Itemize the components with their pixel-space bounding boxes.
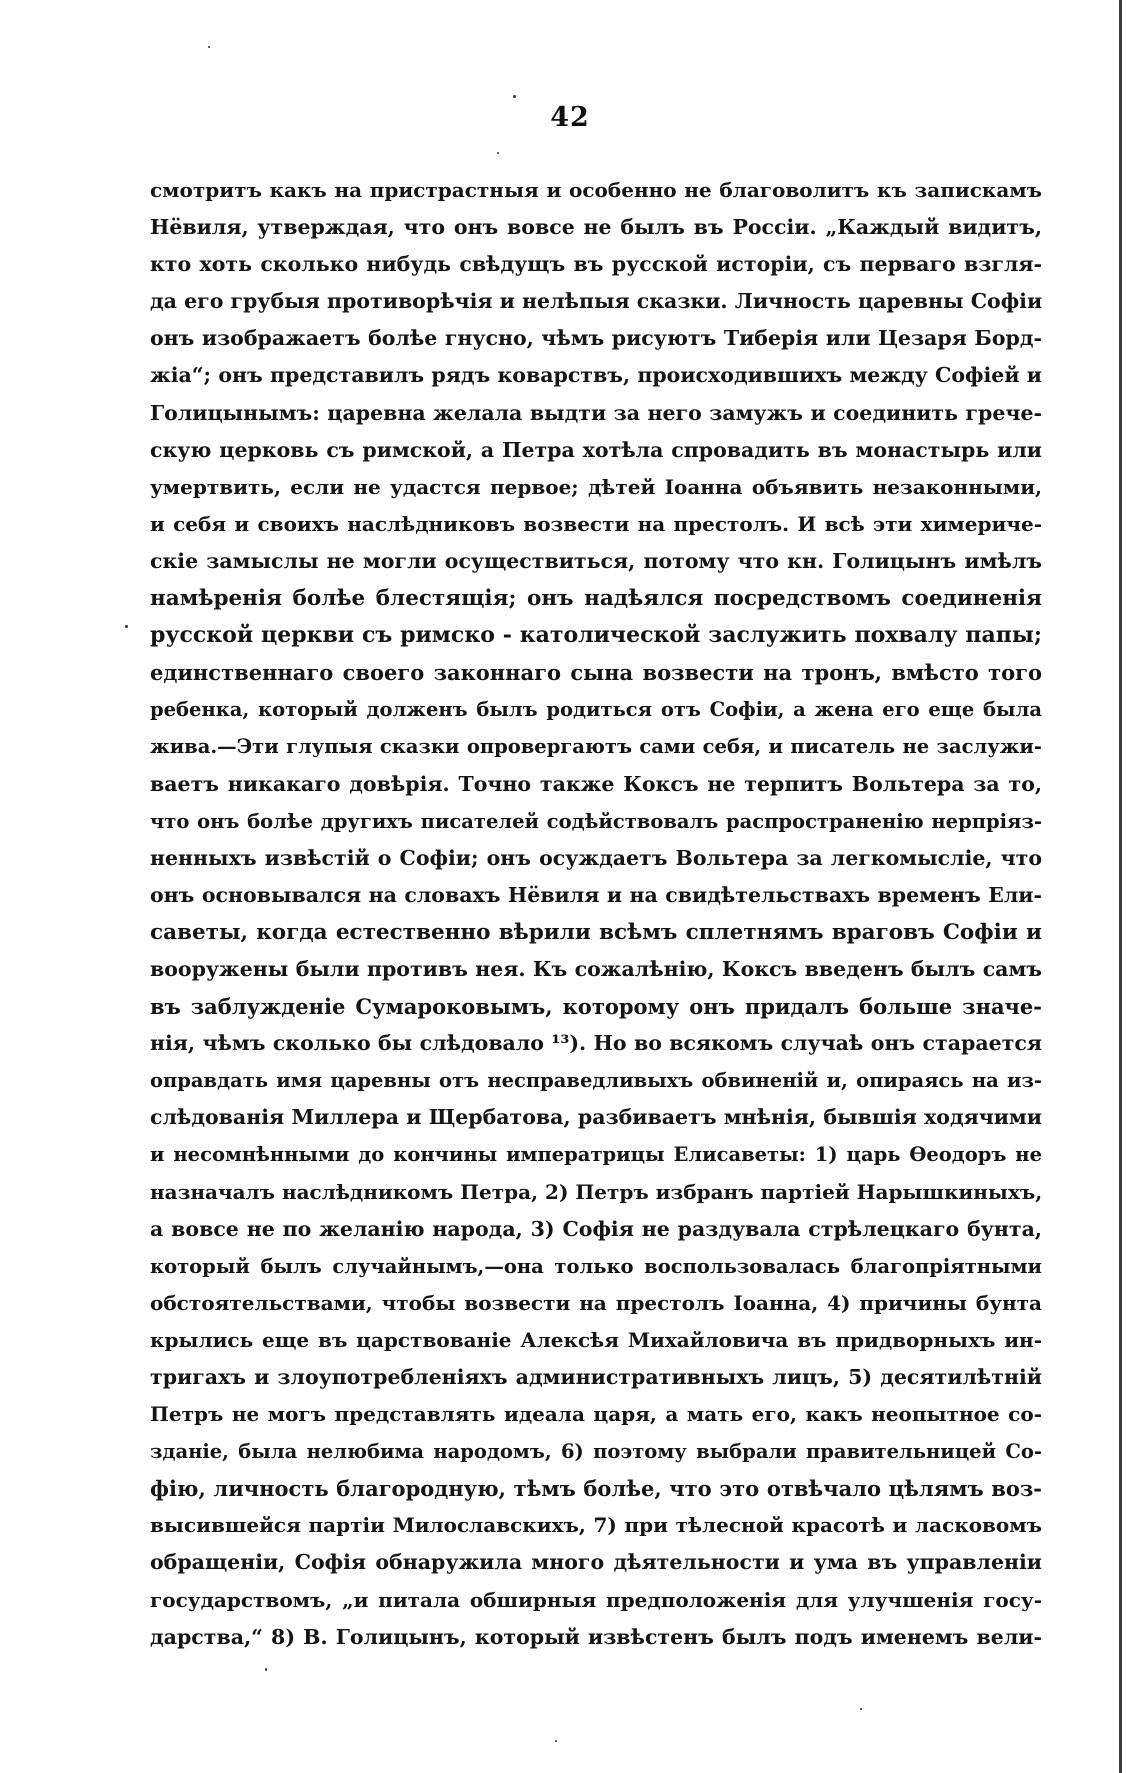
text-line: слѣдованія Миллера и Щербатова, разбиваетъ мнѣнія, бывшія ходячими — [150, 1105, 1042, 1130]
text-line: смотритъ какъ на пристрастныя и особенно не благоволитъ къ запискамъ — [150, 178, 1042, 202]
scan-speck — [208, 46, 210, 48]
text-line: саветы, когда естественно вѣрили всѣмъ сплетнямъ враговъ Софіи и — [150, 919, 1042, 945]
text-line: единственнаго своего законнаго сына возвести на тронъ, вмѣсто того — [150, 660, 1042, 686]
text-line: онъ изображаетъ болѣе гнусно, чѣмъ рисуютъ Тиберія или Цезаря Борд- — [150, 326, 1042, 351]
text-line: нія, чѣмъ сколько бы слѣдовало ¹³). Но во всякомъ случаѣ онъ старается — [150, 1031, 1042, 1056]
text-line: жіа“; онъ представилъ рядъ коварствъ, происходившихъ между Софіей и — [150, 363, 1042, 388]
scan-speck — [513, 95, 516, 98]
body-text — [150, 172, 1042, 1656]
text-line: обращеніи, Софія обнаружила много дѣятельности и ума въ управленіи — [150, 1550, 1042, 1575]
text-line: а вовсе не по желанію народа, 3) Софія не раздувала стрѣлецкаго бунта, — [150, 1216, 1042, 1241]
text-line: оправдать имя царевны отъ несправедливыхъ обвиненій и, опираясь на из- — [150, 1069, 1042, 1093]
text-line: что онъ болѣе другихъ писателей содѣйствовалъ распространенію неpпріяз- — [150, 809, 1042, 833]
text-line: и себя и своихъ наслѣдниковъ возвести на престолъ. И всѣ эти химериче- — [150, 511, 1042, 536]
scan-speck — [860, 1708, 862, 1710]
text-line: и несомнѣнными до кончины императрицы Елисаветы: 1) царь Ѳеодоръ не — [150, 1143, 1042, 1167]
page-edge-shadow — [1119, 0, 1122, 1773]
text-line: въ заблужденіе Сумароковымъ, которому онъ придалъ больше значе- — [150, 994, 1042, 1020]
text-line: дарства,“ 8) В. Голицынъ, который извѣстенъ былъ подъ именемъ вели- — [150, 1624, 1042, 1649]
text-line: жива.—Эти глупыя сказки опровергаютъ сами себя, и писатель не заслужи- — [150, 735, 1042, 759]
text-line: фію, личность благородную, тѣмъ болѣе, что это отвѣчало цѣлямъ воз- — [150, 1476, 1042, 1502]
text-line: скую церковь съ римской, а Петра хотѣла спровадить въ монастырь или — [150, 437, 1042, 462]
text-line: высившейся партіи Милославскихъ, 7) при тѣлесной красотѣ и ласковомъ — [150, 1513, 1042, 1538]
text-line: кто хоть сколько нибудь свѣдущъ въ русской исторіи, съ перваго взгля- — [150, 252, 1042, 277]
text-line: русской церкви съ римско - католической заслужить похвалу папы; — [150, 622, 1042, 649]
text-line: тригахъ и злоупотребленіяхъ административныхъ лицъ, 5) десятилѣтній — [150, 1365, 1042, 1389]
scan-speck — [125, 625, 128, 628]
text-line: ребенка, который долженъ былъ родиться отъ Софіи, а жена его еще была — [150, 698, 1042, 722]
text-line: зданіе, была нелюбима народомъ, 6) поэтому выбрали правительницей Со- — [150, 1440, 1042, 1464]
text-line: Голицынымъ: царевна желала выдти за него замужъ и соединить грече- — [150, 400, 1042, 425]
text-line: Нёвиля, утверждая, что онъ вовсе не былъ въ Россіи. „Каждый видитъ, — [150, 215, 1042, 240]
text-line: Петръ не могъ представлять идеала царя, а мать его, какъ неопытное со- — [150, 1402, 1042, 1427]
text-line: намѣренія болѣе блестящія; онъ надѣялся посредствомъ соединенія — [150, 586, 1042, 612]
text-line: онъ основывался на словахъ Нёвиля и на свидѣтельствахъ временъ Ели- — [150, 882, 1042, 907]
text-line: обстоятельствами, чтобы возвести на престолъ Іоанна, 4) причины бунта — [150, 1290, 1042, 1315]
text-line: вооружены были противъ нея. Къ сожалѣнію, Коксъ введенъ былъ самъ — [150, 956, 1042, 981]
text-line: крылись еще въ царствованіе Алексѣя Михайловича въ придворныхъ ин- — [150, 1327, 1042, 1352]
text-line: да его грубыя противорѣчія и нелѣпыя сказки. Личность царевны Софіи — [150, 289, 1042, 314]
text-line: умертвить, если не удастся первое; дѣтей Іоанна объявить незаконными, — [150, 474, 1042, 499]
scan-speck — [265, 1668, 267, 1671]
text-line: ненныхъ извѣстій о Софіи; онъ осуждаетъ Вольтера за легкомысліе, что — [150, 845, 1042, 870]
scan-speck — [497, 152, 499, 154]
text-line: скіе замыслы не могли осуществиться, потому что кн. Голицынъ имѣлъ — [150, 548, 1042, 573]
text-line: ваетъ никакаго довѣрія. Точно также Коксъ не терпитъ Вольтера за то, — [150, 771, 1042, 796]
scan-speck — [555, 1740, 557, 1742]
text-line: который былъ случайнымъ,—она только воспользовалась благопріятными — [150, 1254, 1042, 1278]
text-line: назначалъ наслѣдникомъ Петра, 2) Петръ избранъ партіей Нарышкиныхъ, — [150, 1179, 1042, 1204]
page-number: 42 — [550, 102, 590, 133]
text-line: государствомъ, „и питала обширныя предположенія для улучшенія госу- — [150, 1587, 1042, 1612]
